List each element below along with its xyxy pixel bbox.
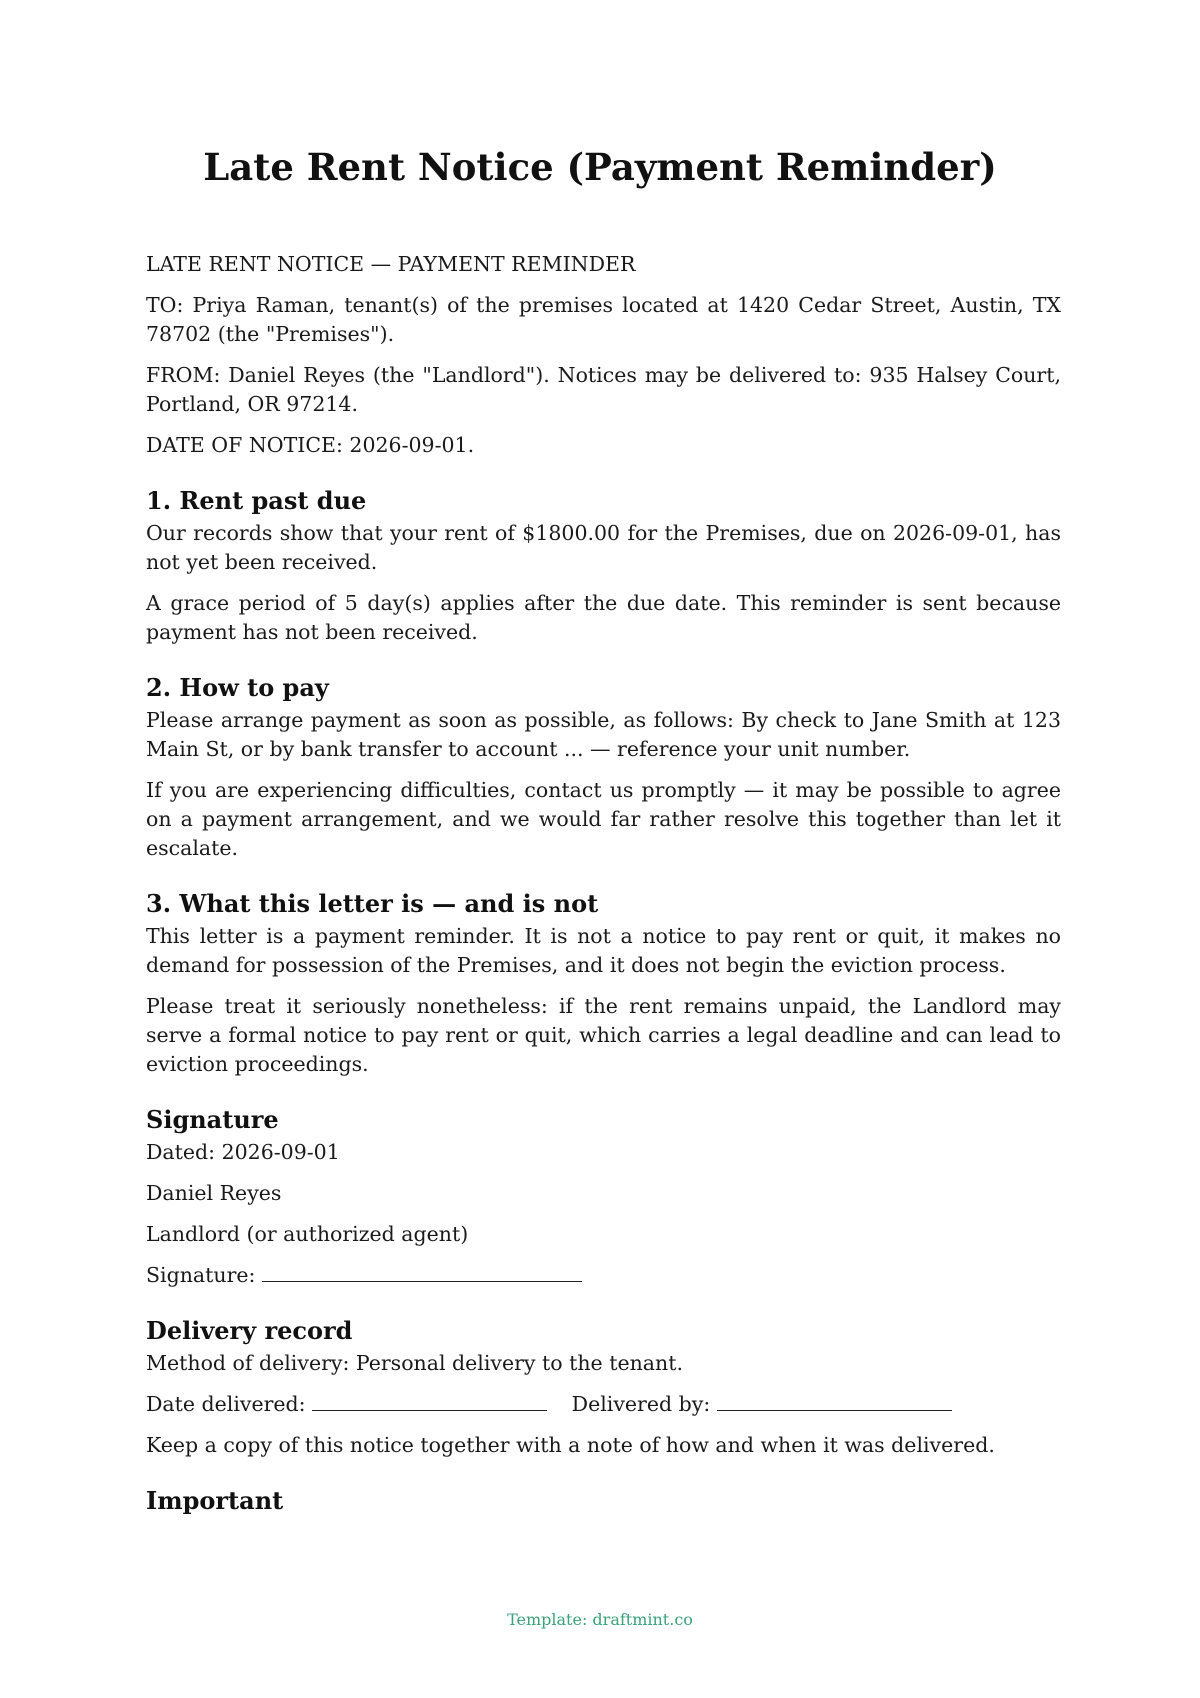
notice-heading-line: LATE RENT NOTICE — PAYMENT REMINDER xyxy=(146,252,636,276)
keep-copy-note: Keep a copy of this notice together with a note of how and when it was delivered. xyxy=(146,1433,995,1457)
document-body xyxy=(146,250,1061,1519)
section-what-this-letter-is xyxy=(146,888,1061,1079)
section-paragraph: Please arrange payment as soon as possible, as follows: By check to Jane Smith at 123 Main St, or by bank transfer to account ... — reference your unit number. xyxy=(146,708,1061,761)
important-heading: Important xyxy=(146,1486,284,1515)
section-rent-past-due xyxy=(146,485,1061,647)
section-paragraph: This letter is a payment reminder. It is not a notice to pay rent or quit, it makes no demand for possession of the Premises, and it does not begin the eviction process. xyxy=(146,924,1061,977)
delivery-record-block xyxy=(146,1315,1061,1460)
signature-line-row xyxy=(146,1261,1061,1290)
signature-dated: Dated: 2026-09-01 xyxy=(146,1140,340,1164)
signature-label: Signature: xyxy=(146,1263,256,1287)
date-delivered-blank-line[interactable] xyxy=(312,1390,547,1411)
important-block xyxy=(146,1485,1061,1517)
section-paragraph: If you are experiencing difficulties, contact us promptly — it may be possible to agree on a payment arrangement, and we would far rather resolve this together than let it escalate. xyxy=(146,778,1061,860)
signatory-role: Landlord (or authorized agent) xyxy=(146,1222,469,1246)
section-heading: 1. Rent past due xyxy=(146,486,367,515)
signature-heading: Signature xyxy=(146,1105,279,1134)
template-footer: Template: draftmint.co xyxy=(507,1610,693,1629)
document-title: Late Rent Notice (Payment Reminder) xyxy=(203,145,997,189)
section-paragraph: A grace period of 5 day(s) applies after the due date. This reminder is sent because payment has not been received. xyxy=(146,591,1061,644)
delivery-fields-row xyxy=(146,1390,1061,1419)
section-heading: 3. What this letter is — and is not xyxy=(146,889,599,918)
delivery-heading: Delivery record xyxy=(146,1316,353,1345)
signature-block xyxy=(146,1104,1061,1290)
delivered-by-blank-line[interactable] xyxy=(717,1390,952,1411)
to-line: TO: Priya Raman, tenant(s) of the premises located at 1420 Cedar Street, Austin, TX 78702 (the "Premises"). xyxy=(146,293,1061,346)
section-paragraph: Our records show that your rent of $1800.00 for the Premises, due on 2026-09-01, has not yet been received. xyxy=(146,521,1061,574)
date-of-notice: DATE OF NOTICE: 2026-09-01. xyxy=(146,433,475,457)
date-delivered-label: Date delivered: xyxy=(146,1392,306,1416)
from-line: FROM: Daniel Reyes (the "Landlord"). Notices may be delivered to: 935 Halsey Court, Portland, OR 97214. xyxy=(146,363,1061,416)
section-paragraph: Please treat it seriously nonetheless: if the rent remains unpaid, the Landlord may serve a formal notice to pay rent or quit, which carries a legal deadline and can lead to eviction proceedings. xyxy=(146,994,1061,1076)
section-heading: 2. How to pay xyxy=(146,673,329,702)
signature-blank-line[interactable] xyxy=(262,1261,582,1282)
signatory-name: Daniel Reyes xyxy=(146,1181,282,1205)
delivered-by-label: Delivered by: xyxy=(571,1392,711,1416)
delivery-method: Method of delivery: Personal delivery to the tenant. xyxy=(146,1351,683,1375)
section-how-to-pay xyxy=(146,672,1061,863)
